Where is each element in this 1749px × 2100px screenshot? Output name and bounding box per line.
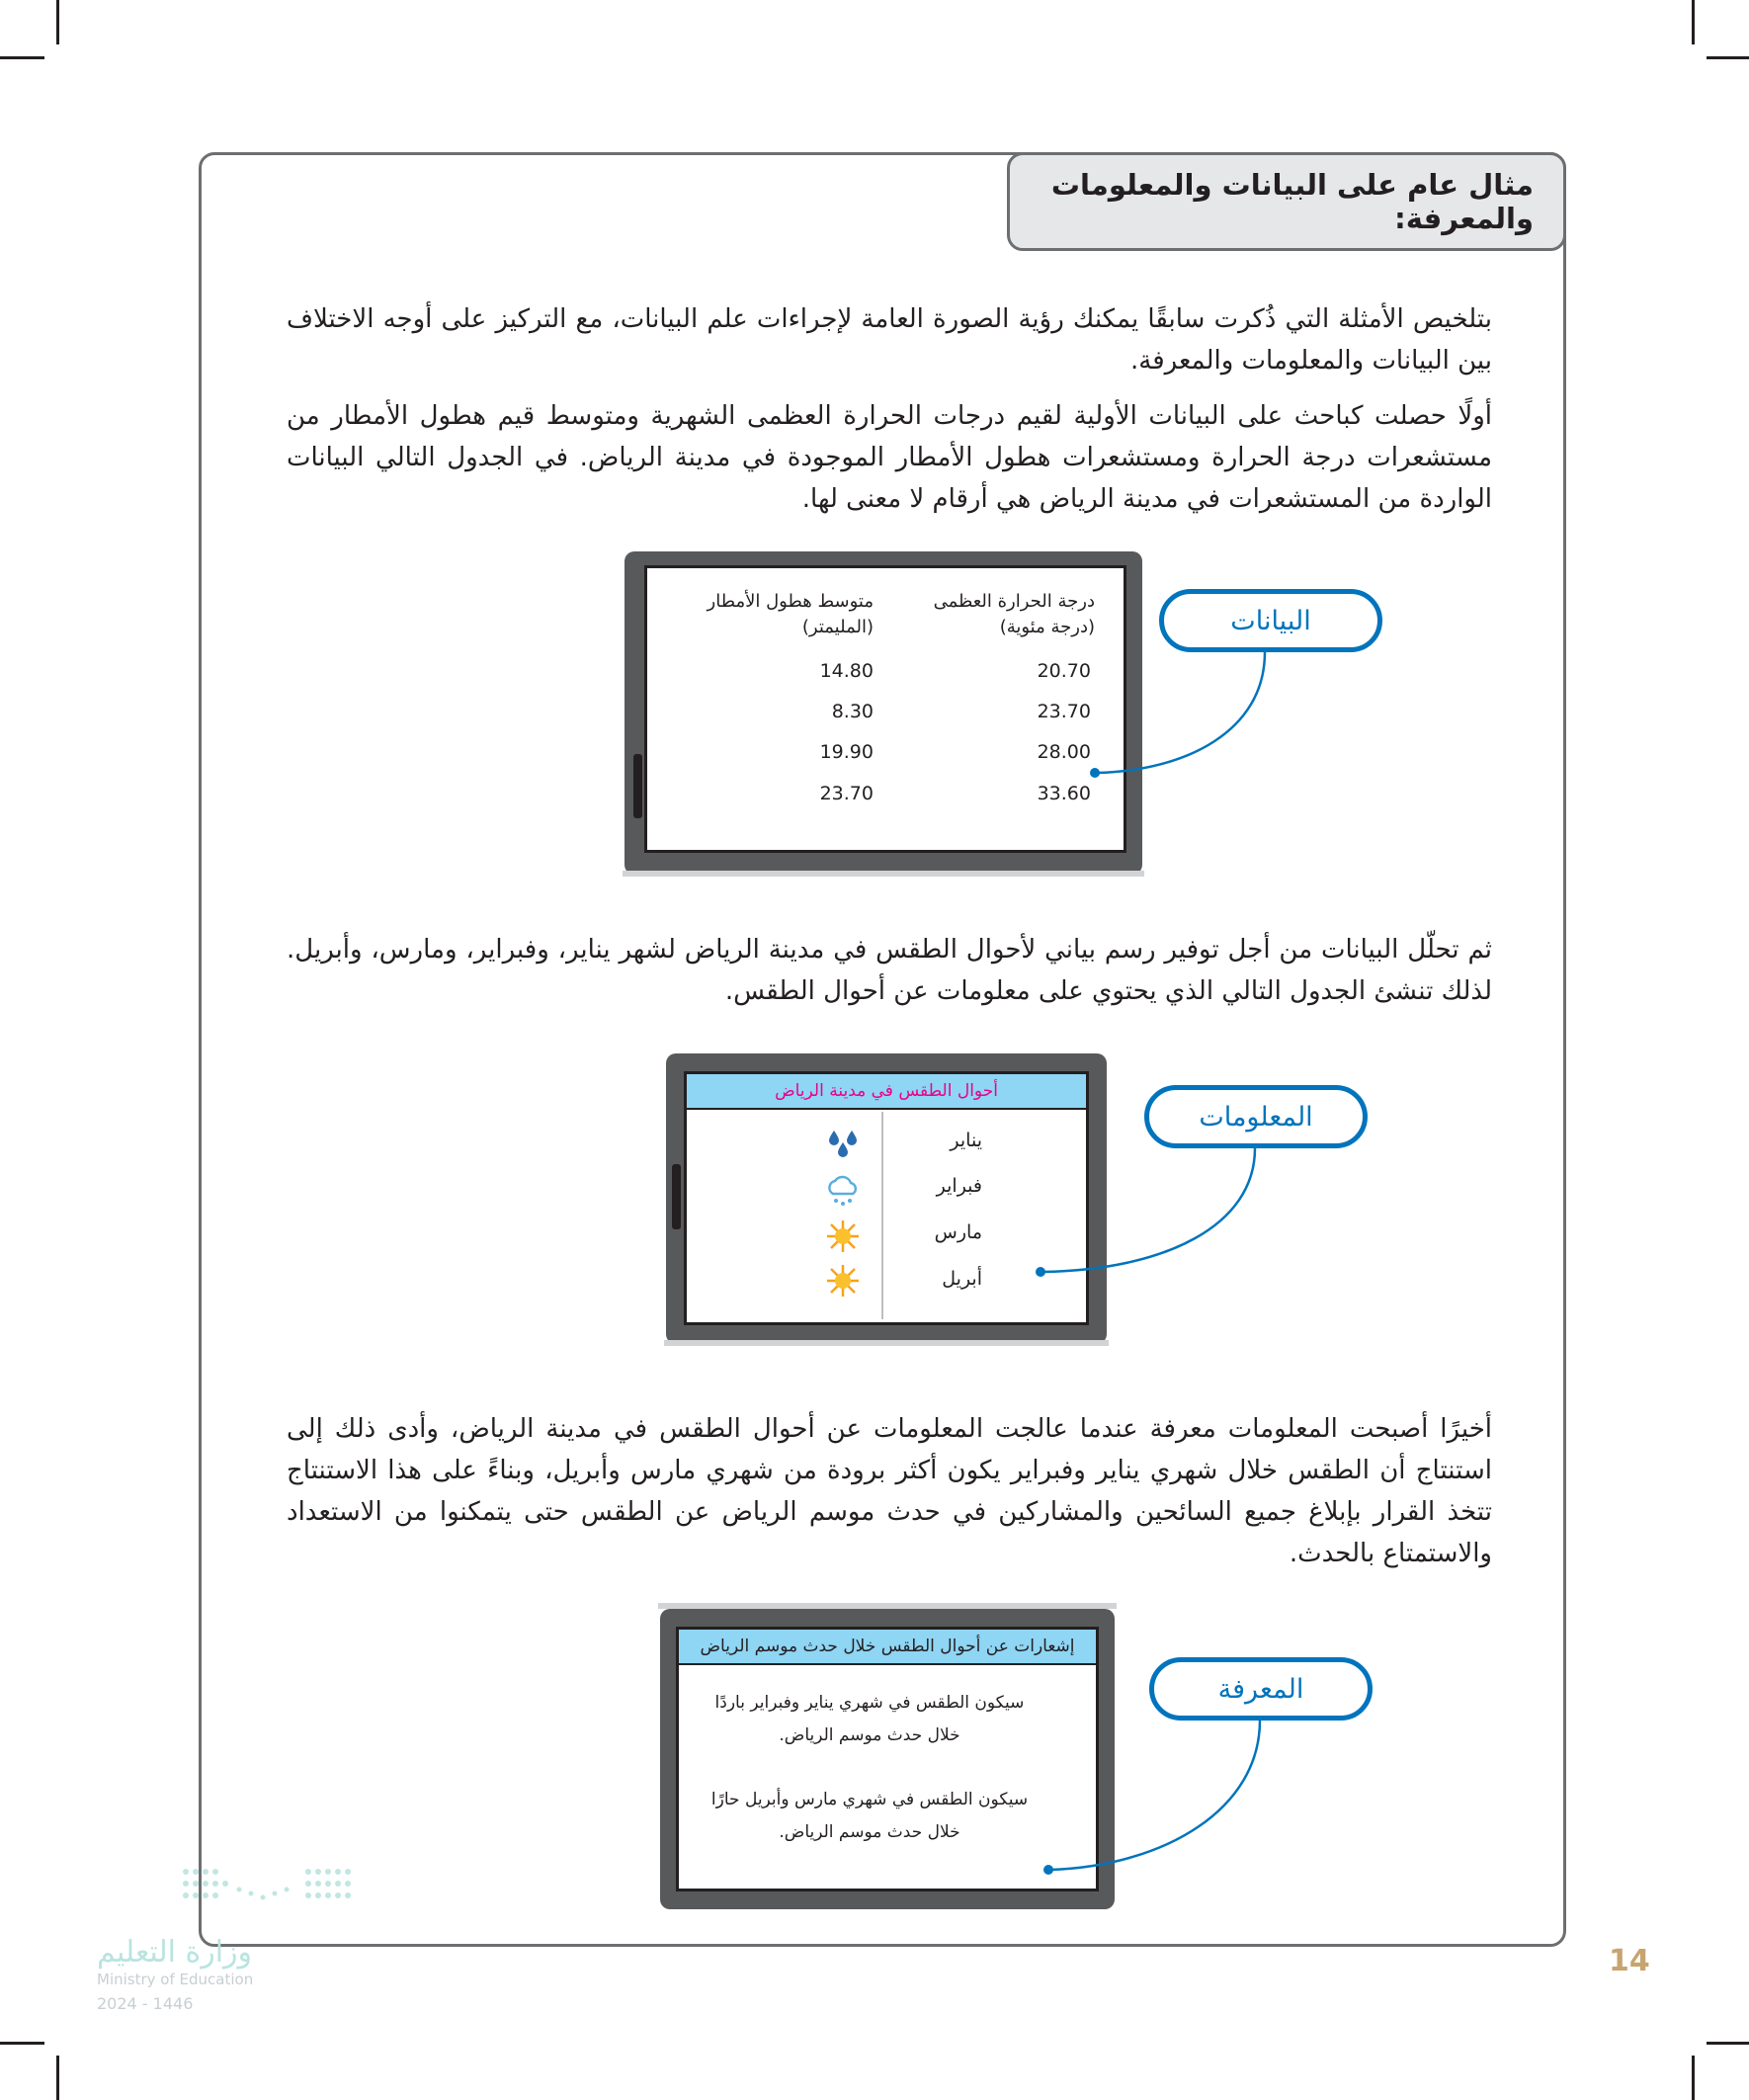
info-connector-dot xyxy=(1036,1267,1045,1277)
info-table-header-text: أحوال الطقس في مدينة الرياض xyxy=(775,1081,998,1101)
info-connector xyxy=(1042,1148,1255,1272)
ministry-logo-arabic: وزارة التعليم xyxy=(97,1935,253,1970)
temp-value: 20.70 xyxy=(1037,660,1091,682)
rain-value: 14.80 xyxy=(819,660,874,682)
ministry-logo-dots xyxy=(180,1864,353,1909)
section-title-text: مثال عام على البيانات والمعلومات والمعرفة: xyxy=(1050,168,1534,235)
knowledge-connector-dot xyxy=(1043,1865,1053,1875)
notice-line: خلال حدث موسم الرياض. xyxy=(779,1822,960,1842)
data-connector-dot xyxy=(1090,768,1100,778)
ministry-logo-english: Ministry of Education xyxy=(97,1971,254,1988)
knowledge-callout-label: المعرفة xyxy=(1217,1673,1304,1705)
paragraph-info: ثم تحلّل البيانات من أجل توفير رسم بياني لأحوال الطقس في مدينة الرياض لشهر يناير، وفبراير، ومارس، وأبريل. لذلك تنشئ الجدول التالي الذي يحتوي على معلومات عن أحوال الطقس. xyxy=(287,935,1492,1006)
data-callout-label: البيانات xyxy=(1230,605,1311,636)
month-label: فبراير xyxy=(936,1175,982,1197)
data-connector xyxy=(1097,652,1265,773)
ministry-logo-year: 2024 - 1446 xyxy=(97,1994,194,2013)
paragraph-knowledge: أخيرًا أصبحت المعلومات معرفة عندما عالجت المعلومات عن أحوال الطقس في مدينة الرياض، وأدى ذلك إلى استنتاج أن الطقس خلال شهري يناير وفبراير يكون أكثر برودة من شهري مارس وأبريل، وبناءً على هذا الاستنتاج تتخذ القرار بإبلاغ جميع السائحين والمشاركين في حدث موسم الرياض عن الطقس حتى يتمكنوا من الاستعداد والاستمتاع بالحدث. xyxy=(287,1414,1492,1568)
paragraph-data: أولًا حصلت كباحث على البيانات الأولية لقيم درجات الحرارة العظمى الشهرية ومتوسط قيم هطول الأمطار من مستشعرات درجة الحرارة ومستشعرات هطول الأمطار الموجودة في مدينة الرياض. في الجدول التالي البيانات الواردة من المستشعرات في مدينة الرياض هي أرقام لا معنى لها. xyxy=(287,401,1492,514)
temp-value: 28.00 xyxy=(1037,741,1091,763)
rain-header-line2: (المليمتر) xyxy=(801,617,874,637)
month-label: أبريل xyxy=(942,1268,982,1290)
rain-header-line1: متوسط هطول الأمطار xyxy=(707,591,874,612)
paragraph-intro: بتلخيص الأمثلة التي ذُكرت سابقًا يمكنك رؤية الصورة العامة لإجراءات علم البيانات، مع التركيز على أوجه الاختلاف بين البيانات والمعلومات والمعرفة. xyxy=(287,304,1492,376)
month-label: مارس xyxy=(934,1221,982,1243)
temp-header-line2: (درجة مئوية) xyxy=(999,617,1095,637)
rain-value: 23.70 xyxy=(819,783,874,804)
knowledge-header-text: إشعارات عن أحوال الطقس خلال حدث موسم الرياض xyxy=(700,1637,1075,1656)
notice-line: خلال حدث موسم الرياض. xyxy=(779,1725,960,1745)
notice-line: سيكون الطقس في شهري يناير وفبراير باردًا xyxy=(714,1693,1025,1713)
page-number: 14 xyxy=(1609,1944,1650,1978)
notice-line: سيكون الطقس في شهري مارس وأبريل حارًا xyxy=(710,1790,1029,1809)
rain-value: 19.90 xyxy=(819,741,874,763)
knowledge-connector xyxy=(1050,1721,1260,1870)
rain-value: 8.30 xyxy=(831,701,874,722)
temp-header-line1: درجة الحرارة العظمى xyxy=(933,591,1095,612)
info-callout-label: المعلومات xyxy=(1199,1101,1313,1133)
month-label: يناير xyxy=(950,1130,982,1151)
temp-value: 23.70 xyxy=(1037,701,1091,722)
temp-value: 33.60 xyxy=(1037,783,1091,804)
